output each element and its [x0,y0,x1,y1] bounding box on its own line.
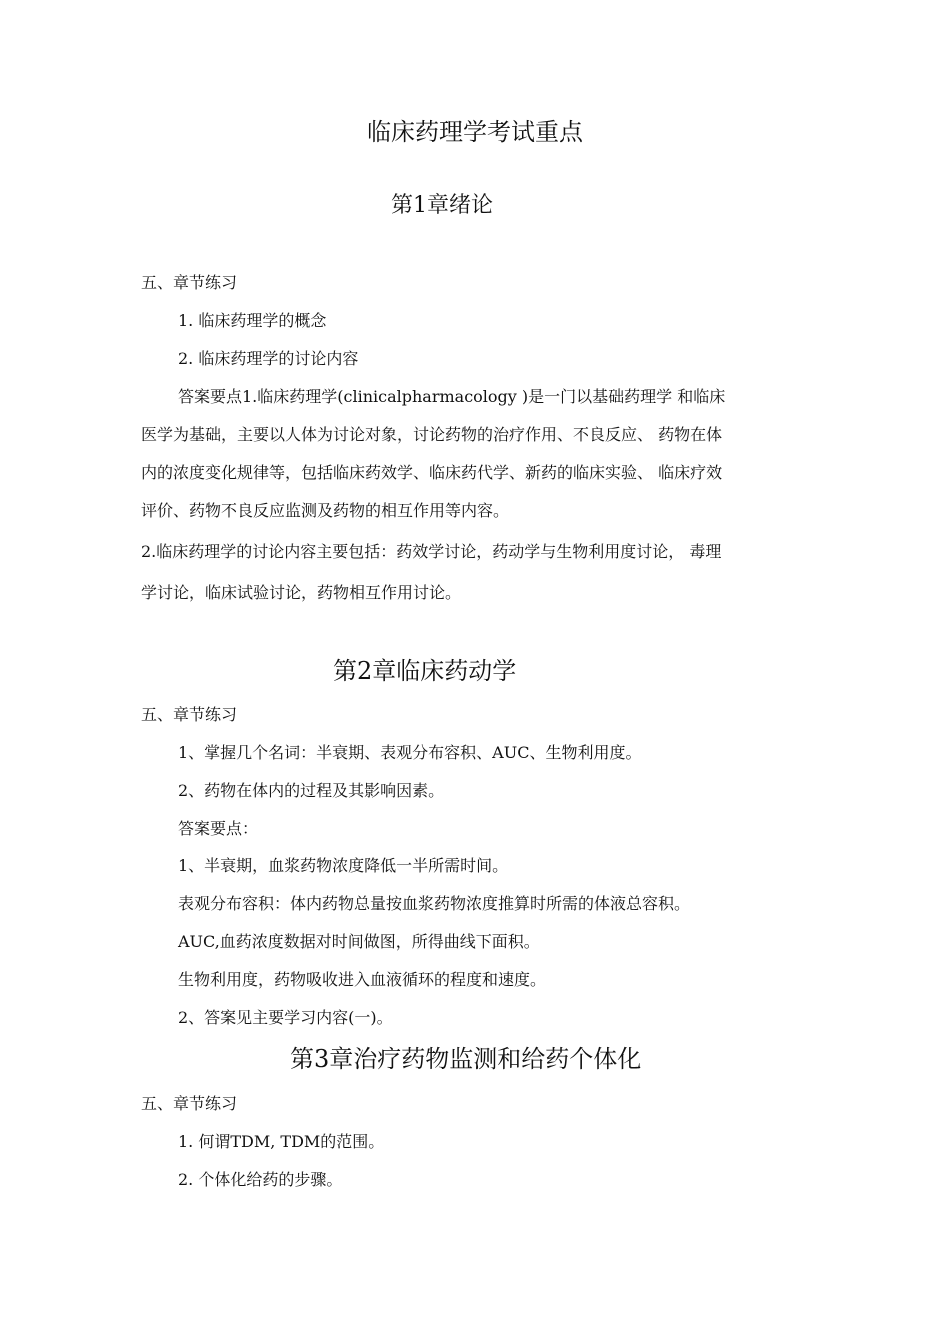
chapter-2-line: 2、答案见主要学习内容(一)。 [178,1008,393,1027]
chapter-2-line: 答案要点： [178,819,259,838]
chapter-1-answer-line: 学讨论，临床试验讨论，药物相互作用讨论。 [141,583,462,602]
chapter-3-section: 五、章节练习 [141,1094,238,1113]
chapter-3-question-2: 2. 个体化给药的步骤。 [178,1170,343,1189]
chapter-2-heading: 第2章临床药动学 [333,657,517,685]
chapter-2-line: 表观分布容积：体内药物总量按血浆药物浓度推算时所需的体液总容积。 [178,894,691,913]
chapter-3-heading: 第3章治疗药物监测和给药个体化 [290,1045,642,1073]
chapter-1-answer-line: 评价、药物不良反应监测及药物的相互作用等内容。 [141,501,510,520]
chapter-1-heading: 第1章绪论 [391,193,493,218]
chapter-1-answer-line: 医学为基础，主要以人体为讨论对象，讨论药物的治疗作用、不良反应、 药物在体 [141,425,723,444]
chapter-1-question-2: 2. 临床药理学的讨论内容 [178,349,359,368]
chapter-1-answer-line: 答案要点1.临床药理学(clinicalpharmacology )是一门以基础药理学 和临床 [178,387,726,406]
chapter-2-line: AUC,血药浓度数据对时间做图，所得曲线下面积。 [178,932,540,951]
chapter-2-line: 生物利用度，药物吸收进入血液循环的程度和速度。 [178,970,547,989]
chapter-1-section: 五、章节练习 [141,273,238,292]
chapter-3-question-1: 1. 何谓TDM, TDM的范围。 [178,1132,385,1151]
chapter-1-question-1: 1. 临床药理学的概念 [178,311,327,330]
document-title: 临床药理学考试重点 [367,118,583,146]
chapter-2-line: 1、半衰期，血浆药物浓度降低一半所需时间。 [178,856,509,875]
chapter-1-answer-line: 内的浓度变化规律等，包括临床药效学、临床药代学、新药的临床实验、 临床疗效 [141,463,723,482]
chapter-2-line: 2、药物在体内的过程及其影响因素。 [178,781,445,800]
chapter-2-section: 五、章节练习 [141,705,238,724]
chapter-1-answer-line: 2.临床药理学的讨论内容主要包括：药效学讨论，药动学与生物利用度讨论， 毒理 [141,542,722,561]
chapter-2-line: 1、掌握几个名词：半衰期、表观分布容积、AUC、生物利用度。 [178,743,642,762]
